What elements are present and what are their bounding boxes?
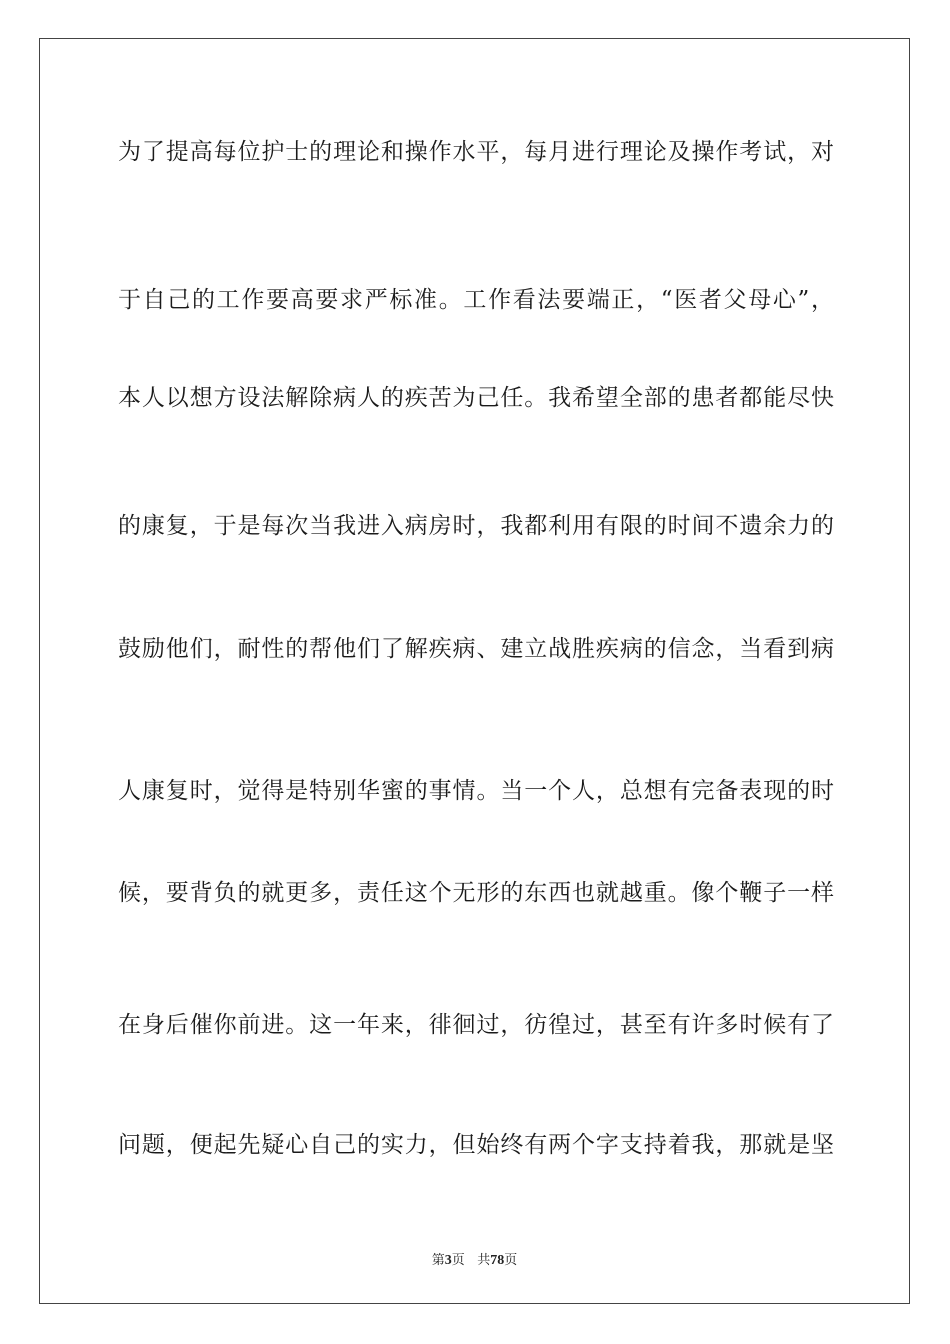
body-text-line: 本人以想方设法解除病人的疾苦为己任。我希望全部的患者都能尽快 [118,385,834,411]
document-page [39,38,910,1304]
footer-page-prefix: 第 [431,1253,445,1268]
footer-total-pages: 78 [490,1253,505,1268]
body-text-line: 候，要背负的就更多，责任这个无形的东西也就越重。像个鞭子一样 [118,880,834,906]
footer-page-suffix: 页 [451,1253,465,1268]
footer-total-suffix: 页 [504,1253,518,1268]
page-footer [40,1249,909,1269]
body-text-line: 为了提高每位护士的理论和操作水平，每月进行理论及操作考试，对 [118,139,834,165]
body-text-line: 问题，便起先疑心自己的实力，但始终有两个字支持着我，那就是坚 [118,1132,834,1158]
body-text-line: 鼓励他们，耐性的帮他们了解疾病、建立战胜疾病的信念，当看到病 [118,636,834,662]
body-text-line: 在身后催你前进。这一年来，徘徊过，彷徨过，甚至有许多时候有了 [118,1012,834,1038]
footer-total-prefix: 共 [477,1253,491,1268]
body-text-line: 的康复，于是每次当我进入病房时，我都利用有限的时间不遗余力的 [118,513,834,539]
body-text-line: 人康复时，觉得是特别华蜜的事情。当一个人，总想有完备表现的时 [118,778,834,804]
footer-page-number: 3 [444,1253,452,1268]
body-text-line: 于自己的工作要高要求严标准。工作看法要端正，“医者父母心”， [118,287,834,313]
